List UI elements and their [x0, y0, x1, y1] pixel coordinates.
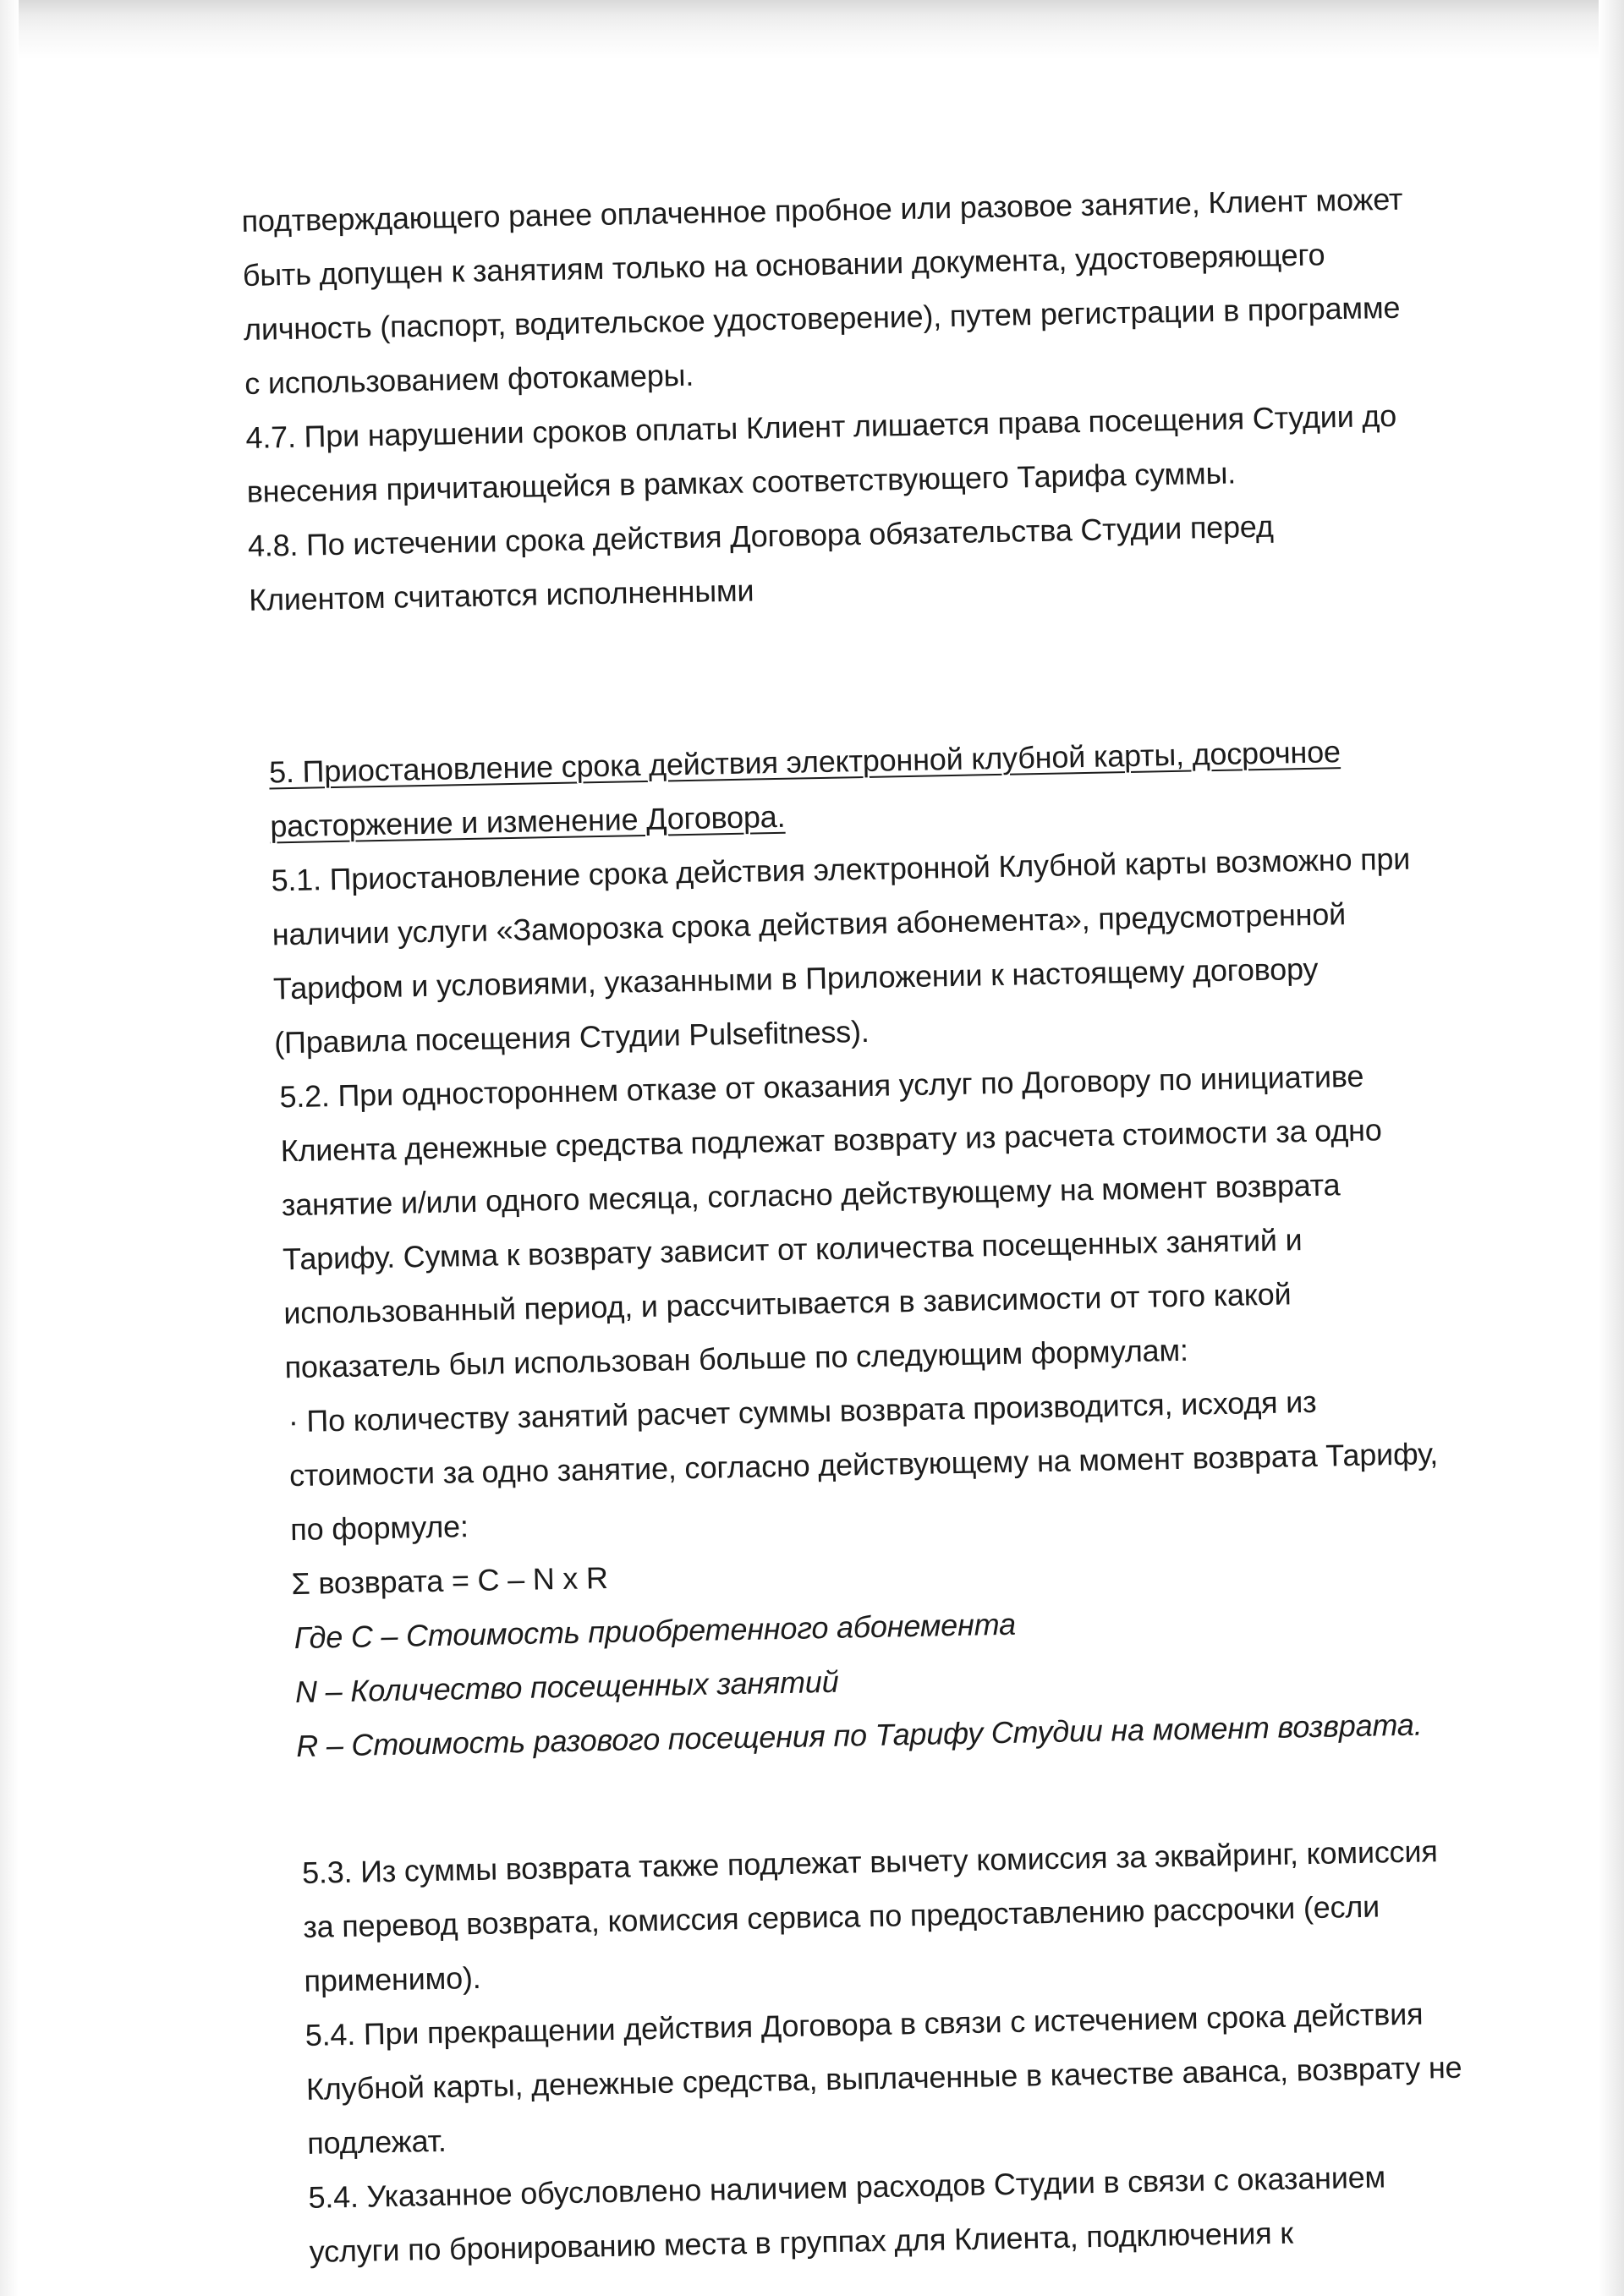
text-line: 5.3. Из суммы возврата также подлежат вычету комиссия за эквайринг, комиссия: [301, 1833, 1438, 1890]
text-line: 5.4. При прекращении действия Договора в связи с истечением срока действия: [304, 1996, 1424, 2052]
text-line: подлежат.: [306, 2123, 447, 2161]
text-line: за перевод возврата, комиссия сервиса по предоставлению рассрочки (если: [302, 1888, 1380, 1944]
scan-edge-right: [1599, 0, 1624, 2296]
text-line: использованный период, и рассчитывается в зависимости от того какой: [283, 1276, 1292, 1331]
heading-line: 5. Приостановление срока действия электронной клубной карты, досрочное: [268, 734, 1341, 790]
text-line: услуги по бронированию места в группах для Клиента, подключения к: [309, 2215, 1294, 2269]
text-line: наличии услуги «Заморозка срока действия абонемента», предусмотренной: [272, 896, 1347, 952]
text-line: Клиента денежные средства подлежат возврату из расчета стоимости за одно: [280, 1112, 1382, 1169]
text-line: Клиентом считаются исполненными: [248, 573, 754, 617]
paragraph-5-3: [302, 1822, 1561, 2008]
paragraph-4-6-continuation: [241, 170, 1531, 411]
paragraph-5-1: [271, 830, 1544, 1071]
text-line: 4.8. По истечении срока действия Договора обязательства Студии перед: [247, 508, 1274, 563]
text-line: с использованием фотокамеры.: [244, 357, 694, 401]
text-line: Тарифу. Сумма к возврату зависит от количества посещенных занятий и: [282, 1222, 1303, 1277]
bullet-item: [288, 1371, 1552, 1558]
formula-line: Σ возврата = C – N x R: [291, 1559, 609, 1602]
text-line: Тарифом и условиями, указанными в Приложении к настоящему договору: [272, 951, 1319, 1006]
heading-line: расторжение и изменение Договора.: [269, 798, 786, 844]
paragraph-5-4-b: [308, 2146, 1566, 2279]
text-line: 5.4. Указанное обусловлено наличием расходов Студии в связи с оказанием: [308, 2159, 1386, 2215]
formula-legend: [294, 1587, 1556, 1774]
text-line: показатель был использован больше по следующим формулам:: [284, 1332, 1189, 1385]
text-line: Клубной карты, денежные средства, выплаченные в качестве аванса, возврату не: [305, 2049, 1462, 2107]
text-line: занятие и/или одного месяца, согласно действующему на момент возврата: [281, 1167, 1341, 1223]
text-line: (Правила посещения Студии Pulsefitness).: [273, 1013, 870, 1060]
text-line: личность (паспорт, водительское удостоверение), путем регистрации в программе: [243, 289, 1401, 347]
text-line: быть допущен к занятиям только на основании документа, удостоверяющего: [242, 237, 1325, 293]
scan-edge-left: [0, 0, 19, 2296]
text-line: · По количеству занятий расчет суммы возврата производится, исходя из: [288, 1384, 1317, 1439]
text-line: 4.7. При нарушении сроков оплаты Клиент лишается права посещения Студии до: [245, 397, 1397, 455]
legend-line: N – Количество посещенных занятий: [294, 1663, 839, 1710]
legend-line: R – Стоимость разового посещения по Тарифу Студии на момент возврата.: [295, 1707, 1423, 1764]
document-page: [241, 170, 1566, 2280]
text-line: стоимости за одно занятие, согласно действующему на момент возврата Тарифу,: [288, 1436, 1439, 1493]
paragraph-5-4-a: [304, 1984, 1564, 2170]
legend-line: Где C – Стоимость приобретенного абонемента: [294, 1606, 1017, 1656]
text-line: по формуле:: [289, 1509, 469, 1548]
text-line: применимо).: [304, 1959, 481, 1998]
paragraph-5-2: [279, 1046, 1550, 1395]
text-line: подтверждающего ранее оплаченное пробное или разовое занятие, Клиент может: [241, 181, 1403, 238]
scan-edge-top: [0, 0, 1624, 59]
text-line: 5.2. При одностороннем отказе от оказания услуг по Договору по инициативе: [279, 1058, 1364, 1115]
text-line: внесения причитающейся в рамках соответствующего Тарифа суммы.: [246, 455, 1237, 509]
text-line: 5.1. Приостановление срока действия электронной Клубной карты возможно при: [271, 841, 1411, 898]
